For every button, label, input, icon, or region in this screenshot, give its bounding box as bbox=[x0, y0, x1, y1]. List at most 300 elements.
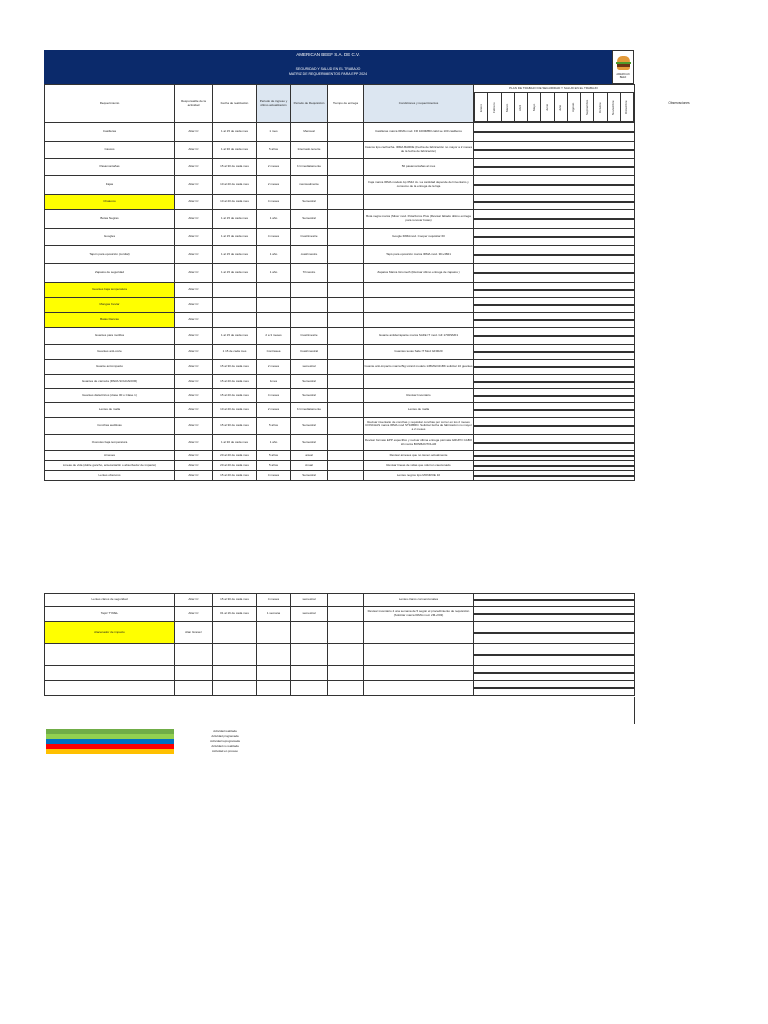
month-header: Septiembre bbox=[581, 93, 594, 122]
periodo-req-cell bbox=[291, 283, 328, 298]
periodo-req-cell: semestral bbox=[291, 607, 328, 622]
legend-label: Actividad programada bbox=[211, 734, 239, 738]
requirements-table bbox=[44, 84, 635, 481]
fecha-cell: 15 al 30 de cada mes bbox=[213, 159, 257, 176]
responsable-cell: Altar Cr bbox=[175, 389, 213, 403]
fecha-cell: 15 al 20 de cada mes bbox=[213, 471, 257, 481]
table-row bbox=[45, 471, 635, 481]
week-cell bbox=[634, 455, 635, 456]
periodo-cell: 2 meses bbox=[257, 159, 291, 176]
schedule-cell bbox=[474, 313, 635, 328]
tiempo-cell bbox=[328, 389, 364, 403]
condiciones-cell: Bota negra marca (Silver mod. PolarForce Plus (Revisar fabado último entrega para renovar botas) bbox=[364, 210, 474, 229]
schedule-cell bbox=[474, 471, 635, 481]
responsable-cell: Altar Cr bbox=[175, 313, 213, 328]
responsable-cell: Altar Cr bbox=[175, 607, 213, 622]
condiciones-cell: Guantes texas Safe IT Mod GF0020 bbox=[364, 345, 474, 360]
periodo-cell bbox=[257, 666, 291, 681]
fecha-cell: 1 al 30 de cada mes bbox=[213, 142, 257, 159]
requerimiento-cell: Tapiz TYREL bbox=[45, 607, 175, 622]
subtitle-1: SEGURIDAD Y SALUD EN EL TRABAJO bbox=[295, 67, 361, 71]
month-header: Febrero bbox=[488, 93, 501, 122]
periodo-cell: 4 meses bbox=[257, 195, 291, 210]
periodo-cell: 4 meses bbox=[257, 229, 291, 246]
col-requerimiento: Requerimiento bbox=[45, 85, 175, 123]
header-row bbox=[45, 85, 635, 123]
observaciones-header: Observaciones bbox=[668, 101, 690, 105]
condiciones-cell: Revisar formato EPP específico y revisar última entrega pérmala GRUPO CABO HI marca BONBANTOLAR bbox=[364, 435, 474, 451]
periodo-cell: Contrasea bbox=[257, 345, 291, 360]
schedule-cell bbox=[474, 360, 635, 375]
tiempo-cell bbox=[328, 195, 364, 210]
legend-label: Actividad no realizada bbox=[211, 744, 239, 748]
week-cell bbox=[634, 336, 635, 337]
periodo-req-cell: b Inmediatamente bbox=[291, 159, 328, 176]
fecha-cell: 15 al 20 de cada mes bbox=[213, 375, 257, 389]
fecha-cell: 1 al 15 de cada mes bbox=[213, 123, 257, 142]
periodo-cell: 4 meses bbox=[257, 594, 291, 607]
month-header: Enero bbox=[475, 93, 488, 122]
periodo-cell: 1 mes bbox=[257, 123, 291, 142]
periodo-cell bbox=[257, 283, 291, 298]
condiciones-cell: Revisar Inventario bbox=[364, 389, 474, 403]
responsable-cell: Altar Cr bbox=[175, 360, 213, 375]
logo-text: AMERICAN BEEF bbox=[616, 73, 630, 79]
tiempo-cell bbox=[328, 375, 364, 389]
condiciones-cell bbox=[364, 298, 474, 313]
table-row bbox=[45, 123, 635, 142]
legend-labels bbox=[205, 729, 245, 754]
condiciones-cell bbox=[364, 283, 474, 298]
table-row bbox=[45, 283, 635, 298]
periodo-req-cell: Semestral bbox=[291, 375, 328, 389]
requerimiento-cell: Alacenador de impacto bbox=[45, 622, 175, 644]
periodo-cell: 5 años bbox=[257, 461, 291, 471]
requerimiento-cell bbox=[45, 681, 175, 696]
periodo-req-cell: semestral bbox=[291, 360, 328, 375]
periodo-req-cell: Cuatrimestral bbox=[291, 345, 328, 360]
responsable-cell: Altar Cr bbox=[175, 246, 213, 264]
table-row bbox=[45, 246, 635, 264]
condiciones-cell bbox=[364, 375, 474, 389]
schedule-cell bbox=[474, 123, 635, 142]
tiempo-cell bbox=[328, 298, 364, 313]
condiciones-cell bbox=[364, 195, 474, 210]
tiempo-cell bbox=[328, 644, 364, 666]
tiempo-cell bbox=[328, 607, 364, 622]
periodo-req-cell: anual bbox=[291, 451, 328, 461]
requerimiento-cell: Tapón para oposición (cordial) bbox=[45, 246, 175, 264]
tiempo-cell bbox=[328, 229, 364, 246]
tiempo-cell bbox=[328, 123, 364, 142]
col-tiempo: Tiempo de entrega bbox=[328, 85, 364, 123]
responsable-cell bbox=[175, 644, 213, 666]
periodo-req-cell bbox=[291, 622, 328, 644]
requerimiento-cell: Googles bbox=[45, 229, 175, 246]
condiciones-cell: Revisar inventario de conchas y requisitar conchas por correr en los 2 meses CONCHAS marca IRMA mod ST10BRD. Solicitar fecha de fabricación no mayor a 2 meses bbox=[364, 418, 474, 435]
table-row bbox=[45, 210, 635, 229]
requerimiento-cell bbox=[45, 644, 175, 666]
month-header: Agosto bbox=[567, 93, 580, 122]
condiciones-cell: Revisar inventario 4 una semana de 5 según el procedimiento de requisición (Solicitar marca IRMA mod. 2M+X03) bbox=[364, 607, 474, 622]
periodo-cell: 1 año bbox=[257, 435, 291, 451]
tiempo-cell bbox=[328, 210, 364, 229]
tiempo-cell bbox=[328, 313, 364, 328]
fecha-cell: 1 al 15 de cada mes bbox=[213, 246, 257, 264]
col-periodo-ingreso: Periodo de ingreso y último actualización bbox=[257, 85, 291, 123]
condiciones-cell bbox=[364, 666, 474, 681]
periodo-cell: 4 meses bbox=[257, 389, 291, 403]
month-header: Noviembre bbox=[607, 93, 620, 122]
periodo-req-cell: Internado tenerte bbox=[291, 142, 328, 159]
periodo-req-cell: Semestral bbox=[291, 435, 328, 451]
tiempo-cell bbox=[328, 246, 364, 264]
condiciones-cell: 50 pasamontañas al mes bbox=[364, 159, 474, 176]
week-cell bbox=[634, 132, 635, 133]
requerimiento-cell bbox=[45, 666, 175, 681]
requerimiento-cell: Lentes claros de seguridad bbox=[45, 594, 175, 607]
periodo-cell bbox=[257, 644, 291, 666]
fecha-cell: 1 al 15 de cada mes bbox=[213, 264, 257, 283]
table-row bbox=[45, 461, 635, 471]
condiciones-cell: Lentes de malla bbox=[364, 403, 474, 418]
fecha-cell: 15 al 30 de cada mes bbox=[213, 594, 257, 607]
tiempo-cell bbox=[328, 360, 364, 375]
tiempo-cell bbox=[328, 461, 364, 471]
week-cell bbox=[634, 600, 635, 601]
table-row bbox=[45, 298, 635, 313]
requerimiento-cell: Chalecos bbox=[45, 195, 175, 210]
schedule-cell bbox=[474, 389, 635, 403]
condiciones-cell: Revisar arneses que no tienen actualmente bbox=[364, 451, 474, 461]
table-row bbox=[45, 264, 635, 283]
schedule-cell bbox=[474, 435, 635, 451]
table-row bbox=[45, 313, 635, 328]
month-header: Junio bbox=[541, 93, 554, 122]
title-banner bbox=[44, 60, 612, 84]
week-cell bbox=[634, 654, 635, 655]
legend bbox=[46, 729, 174, 754]
col-responsable: Responsable de la actividad bbox=[175, 85, 213, 123]
schedule-cell bbox=[474, 210, 635, 229]
table-row bbox=[45, 681, 635, 696]
periodo-req-cell bbox=[291, 681, 328, 696]
week-cell bbox=[634, 273, 635, 274]
periodo-req-cell: Cuatrimestre bbox=[291, 328, 328, 345]
requerimiento-cell: Mangas Kevlar bbox=[45, 298, 175, 313]
week-cell bbox=[634, 202, 635, 203]
schedule-cell bbox=[474, 176, 635, 195]
month-header: Marzo bbox=[501, 93, 514, 122]
week-cell bbox=[634, 614, 635, 615]
fecha-cell: 15 al 30 de cada mes bbox=[213, 418, 257, 435]
periodo-req-cell bbox=[291, 644, 328, 666]
week-cell bbox=[634, 352, 635, 353]
periodo-cell: 2 meses bbox=[257, 403, 291, 418]
schedule-cell bbox=[474, 195, 635, 210]
requerimiento-cell: Guantes para motillos bbox=[45, 328, 175, 345]
responsable-cell: Altar Cr bbox=[175, 176, 213, 195]
periodo-req-cell: Cuatrimestre bbox=[291, 229, 328, 246]
col-periodo-req: Periodo de Requisición bbox=[291, 85, 328, 123]
periodo-cell bbox=[257, 681, 291, 696]
tiempo-cell bbox=[328, 681, 364, 696]
burger-logo bbox=[612, 50, 634, 84]
col-condiciones: Condiciones y requerimientos bbox=[364, 85, 474, 123]
table-row bbox=[45, 607, 635, 622]
periodo-cell: 1 año bbox=[257, 246, 291, 264]
fecha-cell: 10 al 20 de cada mes bbox=[213, 195, 257, 210]
requerimiento-cell: Líneas de vida (doble gancho, antecanta/tin o absorbedor de impacto) bbox=[45, 461, 175, 471]
tiempo-cell bbox=[328, 328, 364, 345]
requerimiento-cell: Pasamontañas bbox=[45, 159, 175, 176]
schedule-cell bbox=[474, 375, 635, 389]
schedule-cell bbox=[474, 345, 635, 360]
condiciones-cell: Google IRMAmod. Cooper requisitar 60 bbox=[364, 229, 474, 246]
responsable-cell: Altar Cr bbox=[175, 264, 213, 283]
fecha-cell bbox=[213, 298, 257, 313]
fecha-cell bbox=[213, 622, 257, 644]
periodo-cell bbox=[257, 622, 291, 644]
periodo-cell: 2 meses bbox=[257, 360, 291, 375]
months-header bbox=[474, 85, 635, 123]
requirements-table-2 bbox=[44, 593, 635, 696]
col-fecha: Fecha de realización bbox=[213, 85, 257, 123]
fecha-cell: 01 al 16 de cada mes bbox=[213, 607, 257, 622]
periodo-cell: 5 años bbox=[257, 142, 291, 159]
requerimiento-cell: Guante anti-impacto bbox=[45, 360, 175, 375]
requerimiento-cell: Guantes dieléctricos (clase 00 o Clase 1) bbox=[45, 389, 175, 403]
schedule-cell bbox=[474, 461, 635, 471]
periodo-cell: 4 meses bbox=[257, 471, 291, 481]
tiempo-cell bbox=[328, 176, 364, 195]
week-cell bbox=[634, 320, 635, 321]
fecha-cell bbox=[213, 644, 257, 666]
responsable-cell: Altar Cr bbox=[175, 451, 213, 461]
week-cell bbox=[634, 688, 635, 689]
week-cell bbox=[634, 426, 635, 427]
tiempo-cell bbox=[328, 418, 364, 435]
month-header: Octubre bbox=[594, 93, 607, 122]
week-cell bbox=[634, 167, 635, 168]
periodo-req-cell: semestral bbox=[291, 594, 328, 607]
fecha-cell: 15 al 20 de cada mes bbox=[213, 389, 257, 403]
fecha-cell bbox=[213, 313, 257, 328]
requerimiento-cell: Lentes obscuros bbox=[45, 471, 175, 481]
schedule-cell bbox=[474, 607, 635, 622]
periodo-cell: 1mes bbox=[257, 375, 291, 389]
responsable-cell: Altar Cr bbox=[175, 375, 213, 389]
month-header: Diciembre bbox=[620, 93, 633, 122]
week-cell bbox=[634, 185, 635, 186]
divider-line bbox=[634, 697, 635, 724]
responsable-cell: Altar Cr bbox=[175, 142, 213, 159]
tiempo-cell bbox=[328, 403, 364, 418]
schedule-cell bbox=[474, 451, 635, 461]
periodo-req-cell: Semestral bbox=[291, 210, 328, 229]
table-row bbox=[45, 622, 635, 644]
schedule-cell bbox=[474, 142, 635, 159]
week-cell bbox=[634, 395, 635, 396]
responsable-cell bbox=[175, 666, 213, 681]
month-header: Julio bbox=[554, 93, 567, 122]
responsable-cell: Alan Granez bbox=[175, 622, 213, 644]
fecha-cell bbox=[213, 681, 257, 696]
periodo-cell: 5 años bbox=[257, 451, 291, 461]
periodo-req-cell: Semestral bbox=[291, 389, 328, 403]
month-header: Abril bbox=[514, 93, 527, 122]
requerimiento-cell: Casilleras bbox=[45, 123, 175, 142]
table-row bbox=[45, 176, 635, 195]
week-cell bbox=[634, 290, 635, 291]
company-name: AMERICAN BEEF S.A. DE C.V. bbox=[296, 52, 360, 57]
month-header: Mayo bbox=[528, 93, 541, 122]
responsable-cell: Altar Cr bbox=[175, 418, 213, 435]
requerimiento-cell: Guantes baja temperatura bbox=[45, 283, 175, 298]
responsable-cell: Altar Cr bbox=[175, 298, 213, 313]
week-cell bbox=[634, 219, 635, 220]
periodo-req-cell: Semestral bbox=[291, 195, 328, 210]
condiciones-cell bbox=[364, 313, 474, 328]
condiciones-cell: Guante anti-impacto marca Big Lizard modelo 145MGO21BK solicitar 10 guantes bbox=[364, 360, 474, 375]
tiempo-cell bbox=[328, 159, 364, 176]
legend-label: Actividad realizada bbox=[213, 729, 237, 733]
subtitle-2: MATRIZ DE REQUERIMIENTOS PARA EPP 2024 bbox=[288, 72, 368, 76]
tiempo-cell bbox=[328, 142, 364, 159]
schedule-cell bbox=[474, 298, 635, 313]
responsable-cell: Altar Cr bbox=[175, 328, 213, 345]
tiempo-cell bbox=[328, 594, 364, 607]
fecha-cell bbox=[213, 283, 257, 298]
condiciones-cell: Tapó para oposición marca IRMA mod. 3D+3821 bbox=[364, 246, 474, 264]
periodo-req-cell bbox=[291, 666, 328, 681]
periodo-req-cell: Semestral bbox=[291, 418, 328, 435]
schedule-cell bbox=[474, 283, 635, 298]
schedule-cell bbox=[474, 418, 635, 435]
table-row bbox=[45, 229, 635, 246]
table-row bbox=[45, 418, 635, 435]
week-cell bbox=[634, 150, 635, 151]
table-row bbox=[45, 195, 635, 210]
responsable-cell: Altar Cr bbox=[175, 229, 213, 246]
condiciones-cell bbox=[364, 622, 474, 644]
requerimiento-cell: Cascos bbox=[45, 142, 175, 159]
table-row bbox=[45, 644, 635, 666]
fecha-cell: 10 al 20 de cada mes bbox=[213, 403, 257, 418]
responsable-cell: Altar Cr bbox=[175, 403, 213, 418]
schedule-cell bbox=[474, 328, 635, 345]
table-row bbox=[45, 345, 635, 360]
schedule-cell bbox=[474, 246, 635, 264]
week-cell bbox=[634, 673, 635, 674]
fecha-cell: 15 al 30 de cada mes bbox=[213, 360, 257, 375]
responsable-cell: Altar Cr bbox=[175, 159, 213, 176]
periodo-req-cell: cuatrimestre bbox=[291, 246, 328, 264]
table-row bbox=[45, 375, 635, 389]
fecha-cell: 1 al 15 de cada mes bbox=[213, 229, 257, 246]
condiciones-cell: Casilleras marca IRMA mod. FR 1000MB3 calid se 100 casilleros bbox=[364, 123, 474, 142]
condiciones-cell: Lentes claros convencionales bbox=[364, 594, 474, 607]
responsable-cell: Altar Cr bbox=[175, 461, 213, 471]
tiempo-cell bbox=[328, 264, 364, 283]
legend-label: Actividad reprogramada bbox=[210, 739, 240, 743]
requerimiento-cell: Botas Negras bbox=[45, 210, 175, 229]
responsable-cell: Altar Cr bbox=[175, 435, 213, 451]
requerimiento-cell: Guantes anti-corte bbox=[45, 345, 175, 360]
requerimiento-cell: Lentes de malla bbox=[45, 403, 175, 418]
responsable-cell: Altar Cr bbox=[175, 594, 213, 607]
table-row bbox=[45, 159, 635, 176]
requerimiento-cell: Zapatos de seguridad bbox=[45, 264, 175, 283]
periodo-req-cell bbox=[291, 313, 328, 328]
table-row bbox=[45, 389, 635, 403]
schedule-cell bbox=[474, 594, 635, 607]
tiempo-cell bbox=[328, 345, 364, 360]
requerimiento-cell: Overoles baja temperatura bbox=[45, 435, 175, 451]
table-row bbox=[45, 435, 635, 451]
requerimiento-cell: Fajas bbox=[45, 176, 175, 195]
condiciones-cell: Zapatos Marca Girometh (Revisar último entrega de zapatos ) bbox=[364, 264, 474, 283]
table-row bbox=[45, 328, 635, 345]
periodo-cell: 1 año bbox=[257, 210, 291, 229]
fecha-cell: 1 15 de cada mes bbox=[213, 345, 257, 360]
periodo-cell: 1 año bbox=[257, 264, 291, 283]
requerimiento-cell: Guantes de carnaza (PARA SOLDADOR) bbox=[45, 375, 175, 389]
fecha-cell: 1 al 15 de cada mes bbox=[213, 210, 257, 229]
plan-title: PLAN DE TRABAJO DE SEGURIDAD Y SALUD EN EL TRABAJO bbox=[509, 86, 598, 90]
week-cell bbox=[634, 237, 635, 238]
week-cell bbox=[634, 410, 635, 411]
periodo-cell bbox=[257, 298, 291, 313]
schedule-cell bbox=[474, 666, 635, 681]
requerimiento-cell: Arneses bbox=[45, 451, 175, 461]
company-banner bbox=[44, 50, 612, 60]
schedule-cell bbox=[474, 264, 635, 283]
fecha-cell: 20 al 20 de cada mes bbox=[213, 461, 257, 471]
table-row bbox=[45, 666, 635, 681]
requerimiento-cell: Batas blancas bbox=[45, 313, 175, 328]
condiciones-cell: Guante antiderrapante marca SAFE IT mod. GF 1700SMF1 bbox=[364, 328, 474, 345]
legend-swatch bbox=[46, 749, 174, 754]
condiciones-cell bbox=[364, 644, 474, 666]
tiempo-cell bbox=[328, 622, 364, 644]
responsable-cell: Altar Cr bbox=[175, 345, 213, 360]
responsable-cell: Altar Cr bbox=[175, 471, 213, 481]
schedule-cell bbox=[474, 644, 635, 666]
responsable-cell: Altar Cr bbox=[175, 195, 213, 210]
fecha-cell: 1 al 30 de cada mes bbox=[213, 435, 257, 451]
condiciones-cell bbox=[364, 681, 474, 696]
periodo-req-cell: b Inmediatamente bbox=[291, 403, 328, 418]
requerimiento-cell: Conchas auditivas bbox=[45, 418, 175, 435]
fecha-cell: 10 al 20 de cada mes bbox=[213, 176, 257, 195]
schedule-cell bbox=[474, 681, 635, 696]
periodo-cell: 2 a 3 meses bbox=[257, 328, 291, 345]
week-cell bbox=[634, 475, 635, 476]
responsable-cell bbox=[175, 681, 213, 696]
week-cell bbox=[634, 367, 635, 368]
schedule-cell bbox=[474, 403, 635, 418]
schedule-cell bbox=[474, 622, 635, 644]
tiempo-cell bbox=[328, 471, 364, 481]
table-row bbox=[45, 403, 635, 418]
periodo-req-cell bbox=[291, 298, 328, 313]
periodo-cell: 1 semana bbox=[257, 607, 291, 622]
responsable-cell: Altar Cr bbox=[175, 123, 213, 142]
tiempo-cell bbox=[328, 451, 364, 461]
condiciones-cell: Cascos tipo cachucha. IRMA BARDE (Fecha de fabricación no mayor a 2 meses de la fecha de fabricación) bbox=[364, 142, 474, 159]
legend-label: Actividad en proceso bbox=[212, 749, 238, 753]
